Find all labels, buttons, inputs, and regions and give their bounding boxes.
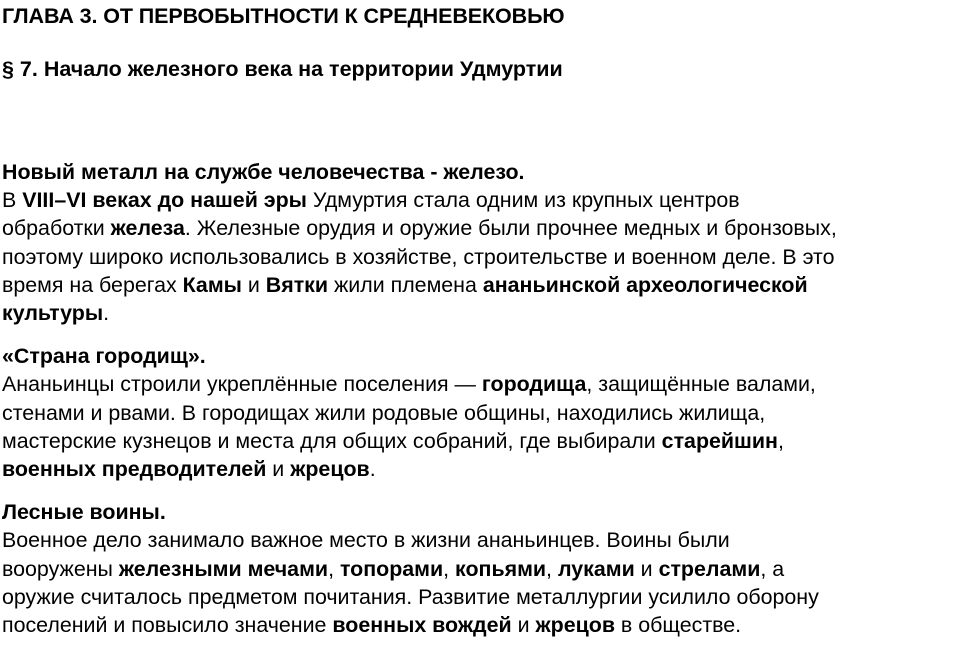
text-run: оружие считалось предметом почитания. Развитие металлургии усилило оборону: [2, 584, 819, 609]
bold-term: копьями: [455, 556, 547, 581]
text-run: В: [2, 188, 23, 213]
text-run: Удмуртия стала одним из крупных центров: [306, 188, 740, 213]
text-run: поэтому широко использовались в хозяйстве, строительстве и военном деле. В это: [2, 244, 835, 269]
bold-term: луками: [557, 556, 635, 581]
paragraph-body: [2, 370, 960, 483]
bold-term: городища: [481, 372, 587, 397]
text-line: [2, 370, 960, 398]
text-line: [2, 186, 960, 214]
text-run: , а: [760, 556, 785, 581]
bold-term: железа: [110, 216, 185, 241]
text-run: мастерские кузнецов и места для общих собраний, где выбирали: [2, 428, 662, 453]
bold-term: культуры: [2, 301, 104, 326]
text-line: [2, 611, 960, 639]
paragraph-block-warriors: [2, 498, 960, 639]
text-run: обработки: [2, 216, 111, 241]
text-run: и: [266, 457, 291, 482]
section-content: [2, 158, 960, 654]
text-run: Военное дело занимало важное место в жизни ананьинцев. Воины были: [2, 528, 730, 553]
text-run: в обществе.: [614, 613, 742, 638]
text-run: время на берегах: [2, 272, 183, 297]
text-line: [2, 455, 960, 483]
paragraph-body: [2, 186, 960, 327]
text-run: ,: [777, 428, 784, 453]
bold-term: ананьинской археологической: [482, 272, 808, 297]
text-line: [2, 583, 960, 611]
text-run: .: [103, 301, 110, 326]
chapter-title: ГЛАВА 3. ОТ ПЕРВОБЫТНОСТИ К СРЕДНЕВЕКОВЬЮ: [2, 4, 565, 28]
text-line: [2, 243, 960, 271]
text-run: .: [369, 457, 376, 482]
text-run: стенами и рвами. В городищах жили родовые общины, находились жилища,: [2, 400, 766, 425]
bold-term: железными мечами: [118, 556, 329, 581]
text-run: вооружены: [2, 556, 119, 581]
paragraph-body: [2, 526, 960, 639]
text-line: [2, 427, 960, 455]
text-run: и: [241, 272, 266, 297]
paragraph-heading: Новый металл на службе человечества - железо.: [2, 160, 525, 184]
text-line: [2, 271, 960, 299]
bold-term: жрецов: [290, 457, 370, 482]
bold-term: Камы: [182, 272, 242, 297]
bold-term: Вятки: [265, 272, 329, 297]
bold-term: топорами: [339, 556, 444, 581]
text-line: [2, 299, 960, 327]
text-run: , защищённые валами,: [586, 372, 816, 397]
text-run: жили племена: [328, 272, 483, 297]
bold-term: военных вождей: [332, 613, 512, 638]
bold-term: стрелами: [658, 556, 761, 581]
bold-term: жрецов: [535, 613, 615, 638]
paragraph-heading: Лесные воины.: [2, 500, 166, 525]
text-run: ,: [443, 556, 456, 581]
bold-term: старейшин: [661, 428, 778, 453]
text-run: и: [634, 556, 659, 581]
text-run: и: [511, 613, 536, 638]
text-run: поселений и повысило значение: [2, 613, 333, 638]
text-run: ,: [328, 556, 340, 581]
bold-term: военных предводителей: [2, 457, 267, 482]
text-run: Ананьинцы строили укреплённые поселения —: [2, 372, 482, 397]
text-run: . Железные орудия и оружие были прочнее медных и бронзовых,: [184, 216, 837, 241]
text-line: [2, 555, 960, 583]
text-run: ,: [546, 556, 558, 581]
paragraph-heading: «Страна городищ».: [2, 344, 206, 369]
bold-term: VIII–VI веках до нашей эры: [22, 188, 307, 213]
paragraph-block-iron: [2, 158, 960, 327]
paragraph-block-hillforts: [2, 342, 960, 483]
text-line: [2, 214, 960, 242]
text-line: [2, 399, 960, 427]
section-title: § 7. Начало железного века на территории Удмуртии: [2, 57, 563, 81]
text-line: [2, 526, 960, 554]
